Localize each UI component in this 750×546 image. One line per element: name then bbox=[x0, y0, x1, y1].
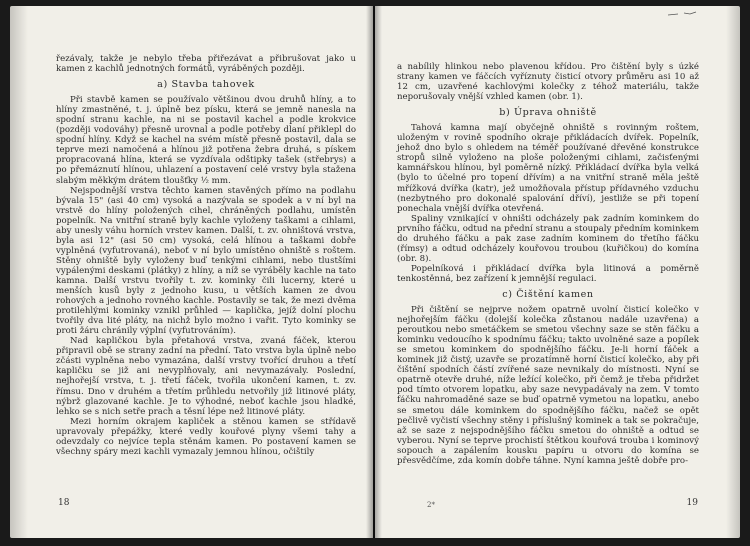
book-gutter bbox=[366, 6, 382, 538]
left-intro-paragraph: řezávaly, takže je nebylo třeba přiřezávat a přibrušovat jako u kamen z kachlů jednotných formátů, vyráběných později. bbox=[56, 54, 356, 75]
right-page bbox=[375, 6, 740, 538]
section-a-heading: a) Stavba tahovek bbox=[157, 79, 255, 91]
left-paragraph-3: Nad kapličkou byla přetahová vrstva, zvaná fáček, kterou připravil obě se strany zadní na přední. Tato vrstva byla úplně nebo zčásti vyplněna nebo vymazána, další vrstvy tvořící druhou a třetí kapličku se již ani nevyplňovaly, ani nevymazávaly. Poslední, nejhořejší vrstva, t. j. třetí fáček, tvořila ukončení kamen, t. zv. římsu. Dno v druhém a třetím průhledu netvořily již litinové pláty, nýbrž glazované kachle. Je to výhodné, neboť kachle jsou hladké, lehko se s nich setře prach a těsní lépe než litinové pláty. bbox=[56, 336, 356, 417]
left-text-column bbox=[56, 54, 356, 457]
left-page-edge-shadow bbox=[10, 6, 28, 538]
left-paragraph-2: Nejspodnější vrstva těchto kamen stavěných přímo na podlahu bývala 15" (asi 40 cm) vysoká a nazývala se spodek a v ní byl na vrstvě do hlíny položených cihel, chráněných podlahu, umístěn popelník. Na vnitřní straně byly kachle vyloženy taškami a cihlami, aby unesly váhu horních vrstev kamen. Další, t. zv. ohništová vrstva, byla asi 12" (asi 50 cm) vysoká, celá hlínou a taškami dobře vyplněná (vyfutrovaná), neboť v ní bylo umístěno ohniště s roštem. Stěny ohniště byly vyloženy buď tenkými cihlami, nebo tlustšími vypálenými deskami (plátky) z hlíny, a níž se vyráběly kachle na tato kamna. Další vrstvu tvořily t. zv. kominky čili lucerny, které u menších kusů byly z jednoho kusu, u větších kamen ze dvou rohových a jednoho rovného kachle. Postavily se tak, že mezi dvěma protilehlými kominky vznikl průhled — kaplička, jejíž dolní plochu tvořily dva lité pláty, na nichž bylo možno i vařit. Tyto kominky se proti žáru chránily výplní (vyfutrováním). bbox=[56, 185, 356, 337]
right-paragraph-2: Tahová kamna mají obyčejně ohniště s rovinným roštem, uloženým v rovině spodního okraje přikládacích dvířek. Popelník, jehož dno bylo s ohledem na téměř používané dřevěné konstrukce stropů silně vyloženo na ploše položenými cihlami, začisťenými kamnářskou hlínou, byl poměrně nízký. Přikládací dvířka byla velká (bylo to účelné pro topení dřívím) a na vnitřní straně měla ještě mřížková dvířka (katr), jež umožňovala přístup přídavného vzduchu (nezbytného pro dokonalé spalování dříví), jestliže se při topení ponechala vnější dvířka otevřená. bbox=[397, 123, 699, 214]
right-paragraph-3: Spaliny vznikající v ohništi odcházely pak zadním kominkem do prvního fáčku, odtud na přední stranu a stoupaly předním kominkem do druhého fáčku a pak zase zadním kominem do třetího fáčku (římsy) a odtud odcházely kouřovou troubou (kuřičkou) do komína (obr. 8). bbox=[397, 213, 699, 264]
left-paragraph-4: Mezi horním okrajem kapliček a stěnou kamen se střídavě upravovaly přepážky, které vedly kouřové plyny všemi tahy a odevzdaly co nejvíce tepla stěnám kamen. Po postavení kamen se všechny spáry mezi kachli vymazaly jemnou hlínou, očištily bbox=[56, 416, 356, 457]
pencil-mark-icon bbox=[666, 10, 706, 18]
right-paragraph-4: Popelníková i přikládací dvířka byla litinová a poměrně tenkostěnná, bez zařízení k jemnější regulaci. bbox=[397, 263, 699, 284]
right-text-column bbox=[397, 62, 699, 466]
section-b-heading: b) Úprava ohniště bbox=[499, 107, 597, 119]
right-paragraph-1: a nabílily hlinkou nebo plavenou křídou. Pro čištění byly s úzké strany kamen ve fáčcích vyříznuty čisticí otvory průměru asi 10 až 12 cm, uzavřené kachlovými kolečky z téhož materiálu, takže neporušovaly vnější vzhled kamen (obr. 1). bbox=[397, 62, 699, 103]
section-c-heading: c) Čištění kamen bbox=[502, 288, 594, 300]
right-paragraph-5: Při čištění se nejprve nožem opatrně uvolní čisticí kolečko v nejhořejším fáčku (dolejší kolečka zůstanou nadále uzavřena) a peroutkou nebo smetáčkem se smetou všechny saze se stěn fáčku a kominku vedoucího k spodnímu fáčku; takto uvolněné saze a popílek se smetou kominkem do spodnějšího fáčku. Je-li horní fáček a kominek již čistý, uzavře se prozatímně horní čisticí kolečko, aby při čištění spodních částí zvířené saze nevnikaly do místnosti. Nyní se opatrně otevře druhé, níže ležící kolečko, při čemž je třeba přidržet pod tímto otvorem lopatku, aby saze nevypadávaly na zem. V tomto fáčku nahromaděné saze se buď opatrně vymetou na lopatku, anebo se smetou dále kominkem do spodnějšího fáčku, načež se opět pečlivě vyčistí všechny stěny i příslušný kominek a tak se pokračuje, až se saze z nejspodnějšího fáčku smetou do ohniště a odtud se vyberou. Nyní se teprve prochistí štětkou kouřová trouba i kominový sopouch a zapálením kousku papíru u otvoru do komína se přesvědčíme, zda komín dobře táhne. Nyní kamna ještě dobře pro- bbox=[397, 305, 699, 466]
signature-mark: 2* bbox=[427, 501, 435, 509]
right-page-number: 19 bbox=[686, 498, 698, 508]
left-page bbox=[10, 6, 373, 538]
right-page-edge-shadow bbox=[726, 6, 740, 538]
left-page-number: 18 bbox=[58, 498, 70, 508]
left-paragraph-1: Při stavbě kamen se používalo většinou dvou druhů hlíny, a to hlíny zmastněné, t. j. úplně bez písku, která se jemně nanesla na spodní stranu kachle, na ni se postavil kachel a podle krokvice (později vodováhy) přesně urovnal a podle potřeby dlaní přiklepl do spodní hlíny. Když se kachel na svém místě přesně postavil, dala se teprve mezi namočená a hlínou již potřena žebra druhá, s pískem propracovaná hlína, která se vyzdívala odštipky tašek (střebrys) a po přemáznutí hlínou, uhlazení a postavení celé vrstvy byla stažena slabým měkkým drátem tloušťky ½ mm. bbox=[56, 95, 356, 186]
